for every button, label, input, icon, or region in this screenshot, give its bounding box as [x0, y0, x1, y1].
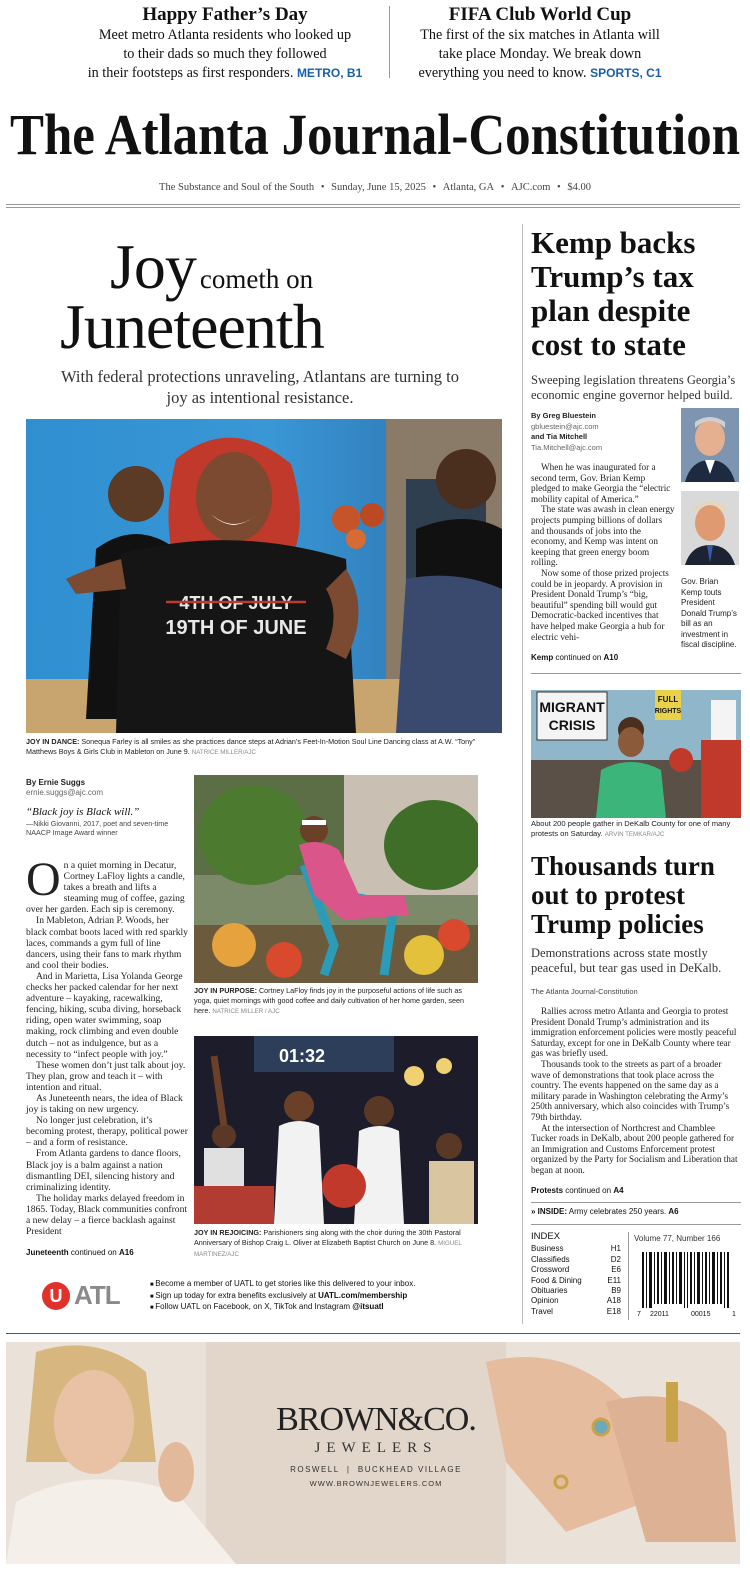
body-paragraph: When he was inaugurated for a second term, Gov. Brian Kemp pledged to make Georgia the “electric mobility capital of America.” [531, 462, 671, 504]
joy-continued[interactable] [26, 1248, 134, 1257]
headline-line: Trump’s tax [531, 259, 694, 294]
sign-text: FULL [657, 695, 679, 704]
author-name: By Greg Bluestein [531, 411, 597, 420]
uatl-social-handle[interactable]: @itsuatl [352, 1302, 384, 1311]
jump-label: Juneteenth [26, 1248, 69, 1257]
inside-text: Army celebrates 250 years. [568, 1207, 667, 1216]
epigraph-attribution: —Nikki Giovanni, 2017, poet and seven-time NAACP Image Award winner [26, 819, 169, 837]
headline-line: cost to state [531, 327, 686, 362]
drop-cap: O [26, 853, 61, 906]
inside-label: » INSIDE: [531, 1207, 568, 1216]
teaser-line: Meet metro Atlanta residents who looked up [98, 27, 352, 43]
index-title: INDEX [531, 1231, 561, 1242]
epigraph-quote: “Black joy is Black will.” [26, 806, 140, 818]
body-paragraph: These women don’t just talk about joy. They plan, grow and teach it – with intention and ritual. [26, 1059, 186, 1093]
caption-label: JOY IN DANCE: [26, 737, 80, 746]
index-item-name: Classifieds [531, 1254, 570, 1264]
photo-joy-in-dance[interactable] [26, 419, 502, 733]
index-item[interactable] [531, 1244, 621, 1254]
sign-text: CRISIS [548, 717, 596, 733]
jump-text: continued on [555, 653, 602, 662]
teaser-line: to their dads so much they followed [123, 46, 327, 62]
uatl-text: Sign up today for extra benefits exclusively at [155, 1290, 316, 1300]
barcode-digit: 7 [637, 1311, 641, 1318]
index-item-page: E11 [607, 1275, 621, 1285]
headline-line: Trump policies [531, 909, 704, 939]
protest-continued[interactable] [531, 1186, 624, 1195]
headline-cometh: cometh on [199, 264, 314, 294]
jump-page: A4 [613, 1186, 624, 1195]
inside-teaser[interactable] [531, 1207, 679, 1216]
kemp-deck: Sweeping legislation threatens Georgia’s economic engine governor helped build. [531, 373, 736, 402]
index-item[interactable] [531, 1265, 621, 1275]
index-item-page: H1 [610, 1244, 621, 1254]
index-item[interactable] [531, 1296, 621, 1306]
body-paragraph: Rallies across metro Atlanta and Georgia to protest President Donald Trump’s administration and its immigration enforcement policies were mostly peaceful Saturday, except for one in DeKalb County where tear gas was briefly used. [531, 1006, 737, 1059]
photo-credit: MIGUEL MARTINEZ/AJC [194, 1240, 462, 1258]
teaser-title: FIFA Club World Cup [448, 4, 632, 25]
protest-body [531, 1006, 741, 1176]
caption-label: JOY IN REJOICING: [194, 1228, 262, 1237]
body-paragraph: No longer just celebration, it’s becoming protest, therapy, political power – and a form of resistance. [26, 1115, 188, 1149]
body-paragraph: Thousands took to the streets as part of a broader wave of demonstrations that took place across the country. The events happened on the same day as a military parade in Washington celebrating the Army’s 250th anniversary, which also coincides with Trump’s 79th birthday. [531, 1058, 730, 1122]
dateline: The Substance and Soul of the South • Sunday, June 15, 2025 • Atlanta, GA • AJC.com • $4.00 [159, 182, 591, 193]
site-link[interactable]: AJC.com [511, 182, 551, 193]
protest-photo-caption [531, 819, 743, 840]
teaser-fifa[interactable] [395, 4, 685, 83]
ad-subbrand: JEWELERS [314, 1440, 438, 1456]
inside-page: A6 [668, 1207, 679, 1216]
body-paragraph: From Atlanta gardens to dance floors, Black joy is a balm against a nation dismantling DEI, silencing history and criminalizing identity. [26, 1148, 181, 1193]
teaser-line: take place Monday. We break down [438, 46, 642, 62]
photo1-caption [26, 737, 506, 758]
body-paragraph: Now some of those prized projects could be in jeopardy. A provision in President Donald Trump’s “big, beautiful” spending bill would gut Democratic-backed incentives that have helped make Georgia a hub for electric vehi- [531, 567, 669, 642]
headline-line: Kemp backs [531, 225, 696, 260]
caption-text: About 200 people gather in DeKalb County for one of many protests on Saturday. [531, 819, 731, 838]
headline-line: Thousands turn [531, 851, 715, 881]
photo2-caption [194, 986, 480, 1017]
body-paragraph: And in Marietta, Lisa Yolanda George checks her packed calendar for her next adventure – kayaking, racewalking, fencing, hiking, scuba diving, horseback riding, open water swimming, soap making, rock climbing and even double dutch – not as indulgence, but as a necessity to “infect people with joy.” [26, 970, 183, 1060]
index-item-page: B9 [611, 1286, 621, 1296]
column-rule [522, 224, 523, 1324]
barcode [636, 1250, 740, 1320]
kemp-photo-caption: Gov. Brian Kemp touts President Donald Trump’s bill as an investment in fiscal discipline. [681, 577, 737, 649]
column-divider [531, 1224, 741, 1225]
photo-joy-in-rejoicing[interactable] [194, 1036, 478, 1224]
uatl-text: Follow UATL on Facebook, on X, TikTok and Instagram [155, 1302, 351, 1311]
jump-label: Kemp [531, 653, 554, 662]
joy-headline[interactable] [60, 231, 460, 362]
index-item[interactable] [531, 1286, 621, 1296]
teaser-section-link[interactable]: SPORTS, C1 [590, 66, 662, 80]
joy-byline [26, 778, 186, 798]
uatl-logo-u: U [42, 1282, 70, 1310]
ad-brand: BROWN&CO. [276, 1401, 476, 1438]
body-lead: n a quiet morning in Decatur, Cortney LaFloy lights a candle, takes a breath and lifts a steaming mug of coffee, gazing over her garden. Each sip is ceremony. [26, 860, 185, 916]
price: $4.00 [567, 182, 591, 193]
sign-text: RIGHTS [654, 708, 682, 715]
photo-credit: NATRICE MILLER/AJC [191, 749, 256, 756]
kemp-continued[interactable] [531, 653, 618, 662]
ad-logo [266, 1400, 486, 1488]
uatl-membership-link[interactable]: UATL.com/membership [318, 1290, 408, 1300]
photo-credit: ARVIN TEMKAR/AJC [604, 831, 665, 838]
index-item-page: E6 [611, 1265, 621, 1275]
index-box [531, 1232, 621, 1317]
photo-kemp-portrait[interactable] [681, 408, 739, 482]
body-paragraph: The state was awash in clean energy projects pumping billions of dollars and thousands of jobs into the economy, and Kemp was intent on keeping that green energy boom rolling. [531, 504, 675, 568]
teaser-divider [389, 6, 390, 78]
teaser-section-link[interactable]: METRO, B1 [296, 66, 363, 80]
jump-page: A16 [118, 1248, 134, 1257]
author-email[interactable]: gbluestein@ajc.com [531, 421, 599, 431]
column-divider [531, 1202, 741, 1203]
top-rule [6, 204, 740, 205]
ad-locations: ROSWELL | BUCKHEAD VILLAGE [290, 1465, 462, 1474]
index-item-page: A18 [606, 1296, 621, 1306]
photo3-caption [194, 1228, 480, 1260]
barcode-digit: 00015 [691, 1311, 711, 1318]
index-item[interactable] [531, 1276, 621, 1286]
photo-protest[interactable] [531, 690, 741, 818]
uatl-logo-text: ATL [74, 1280, 120, 1310]
index-item-page: E18 [606, 1306, 621, 1316]
jump-page: A10 [603, 653, 619, 662]
jump-text: continued on [70, 1248, 117, 1257]
uatl-line [150, 1279, 520, 1291]
joy-deck: With federal protections unraveling, Atlantans are turning to joy as intentional resistance. [61, 367, 459, 407]
jump-label: Protests [531, 1186, 564, 1195]
barcode-digit: 22011 [650, 1311, 669, 1318]
caption-text: Sonequa Farley is all smiles as she practices dance steps at Adrian’s Feet-In-Motion Soul Line Dancing class at A.W. “Tony” Matthews Boys & Girls Club in Mableton on June 9. [26, 737, 476, 756]
ad-website[interactable]: WWW.BROWNJEWELERS.COM [309, 1479, 443, 1488]
barcode-digit: 1 [732, 1311, 736, 1318]
caption-label: JOY IN PURPOSE: [194, 986, 257, 995]
volume-number: Volume 77, Number 166 [634, 1234, 721, 1243]
index-item-page: D2 [610, 1254, 621, 1264]
uatl-logo[interactable] [42, 1280, 132, 1310]
shirt-text-line2: 19TH OF JUNE [165, 617, 307, 639]
author-name: By Ernie Suggs [26, 778, 86, 787]
jump-text: continued on [565, 1186, 612, 1195]
teaser-line: everything you need to know. [418, 65, 587, 81]
index-item-name: Obituaries [531, 1286, 568, 1296]
index-item[interactable] [531, 1255, 621, 1265]
uatl-line [150, 1302, 520, 1314]
index-item-name: Food & Dining [531, 1275, 582, 1285]
sign-text: MIGRANT [539, 699, 605, 715]
photo-joy-in-purpose[interactable] [194, 775, 478, 983]
body-paragraph: At the intersection of Northcrest and Chamblee Tucker roads in DeKalb, about 200 people gathered for an Immigration and Customs Enforcement protest organized by the Party for Socialism and Liberation that began at noon. [531, 1122, 738, 1175]
body-paragraph: The holiday marks delayed freedom in 1865. Today, Black communities confront a new delay – a fierce backlash against President [26, 1192, 188, 1238]
author-email[interactable]: Tia.Mitchell@ajc.com [531, 442, 603, 452]
city: Atlanta, GA [442, 182, 495, 193]
body-paragraph: In Mableton, Adrian P. Woods, her black combat boots laced with red sparkly laces, commands a gym full of line dancers, using their fans to mark rhythm and cool their bodies. [26, 915, 188, 971]
joy-body [26, 853, 188, 1238]
kemp-byline [531, 411, 671, 453]
ad-brown-jewelers[interactable] [6, 1342, 740, 1564]
clock-display: 01:32 [278, 1046, 326, 1066]
top-rule [6, 207, 740, 208]
caption-text: Cortney LaFloy finds joy in the purposeful actions of life such as yoga, quiet mornings with good coffee and daily cultivation of her home garden, seen here. [194, 986, 464, 1015]
issue-date: Sunday, June 15, 2025 [331, 182, 426, 193]
column-divider [531, 673, 741, 674]
masthead-title: The Atlanta Journal-Constitution [10, 102, 740, 167]
index-divider [628, 1232, 629, 1320]
motto: The Substance and Soul of the South [159, 182, 315, 193]
uatl-promo-list [150, 1279, 520, 1314]
photo-credit: NATRICE MILLER / AJC [212, 1008, 280, 1015]
teaser-line: The first of the six matches in Atlanta will [420, 27, 660, 43]
index-item-name: Crossword [531, 1265, 570, 1275]
shirt-text-line1: 4TH OF JULY [179, 593, 293, 613]
author-name: and Tia Mitchell [531, 432, 588, 441]
protest-source: The Atlanta Journal-Constitution [531, 987, 638, 996]
headline-joy: Joy [110, 231, 196, 302]
index-item-name: Business [531, 1244, 564, 1254]
teaser-fathers-day[interactable] [60, 4, 390, 83]
uatl-line [150, 1291, 520, 1303]
masthead-logo[interactable] [0, 94, 750, 180]
kemp-headline[interactable] [531, 226, 741, 362]
author-email[interactable]: ernie.suggs@ajc.com [26, 788, 104, 797]
index-item[interactable] [531, 1307, 621, 1317]
headline-juneteenth: Juneteenth [60, 291, 324, 362]
uatl-text: Become a member of UATL to get stories like this delivered to your inbox. [155, 1279, 416, 1288]
index-item-name: Opinion [531, 1296, 559, 1306]
caption-text: Parishioners sing along with the choir during the 30th Pastoral Anniversary of Bishop Craig L. Oliver at Elizabeth Baptist Church on June 8. [194, 1228, 461, 1247]
index-item-name: Travel [531, 1306, 553, 1316]
photo-trump-portrait[interactable] [681, 491, 739, 565]
teaser-line: in their footsteps as first responders. [87, 65, 294, 81]
kemp-body [531, 462, 675, 642]
headline-line: plan despite [531, 293, 691, 328]
body-paragraph: As Juneteenth nears, the idea of Black joy is taking on new urgency. [26, 1092, 183, 1116]
protest-headline[interactable] [531, 852, 743, 939]
epigraph [26, 806, 186, 837]
protest-deck: Demonstrations across state mostly peaceful, but tear gas used in DeKalb. [531, 946, 722, 975]
teaser-title: Happy Father’s Day [142, 4, 308, 25]
ad-rule [6, 1333, 740, 1334]
headline-line: out to protest [531, 880, 685, 910]
